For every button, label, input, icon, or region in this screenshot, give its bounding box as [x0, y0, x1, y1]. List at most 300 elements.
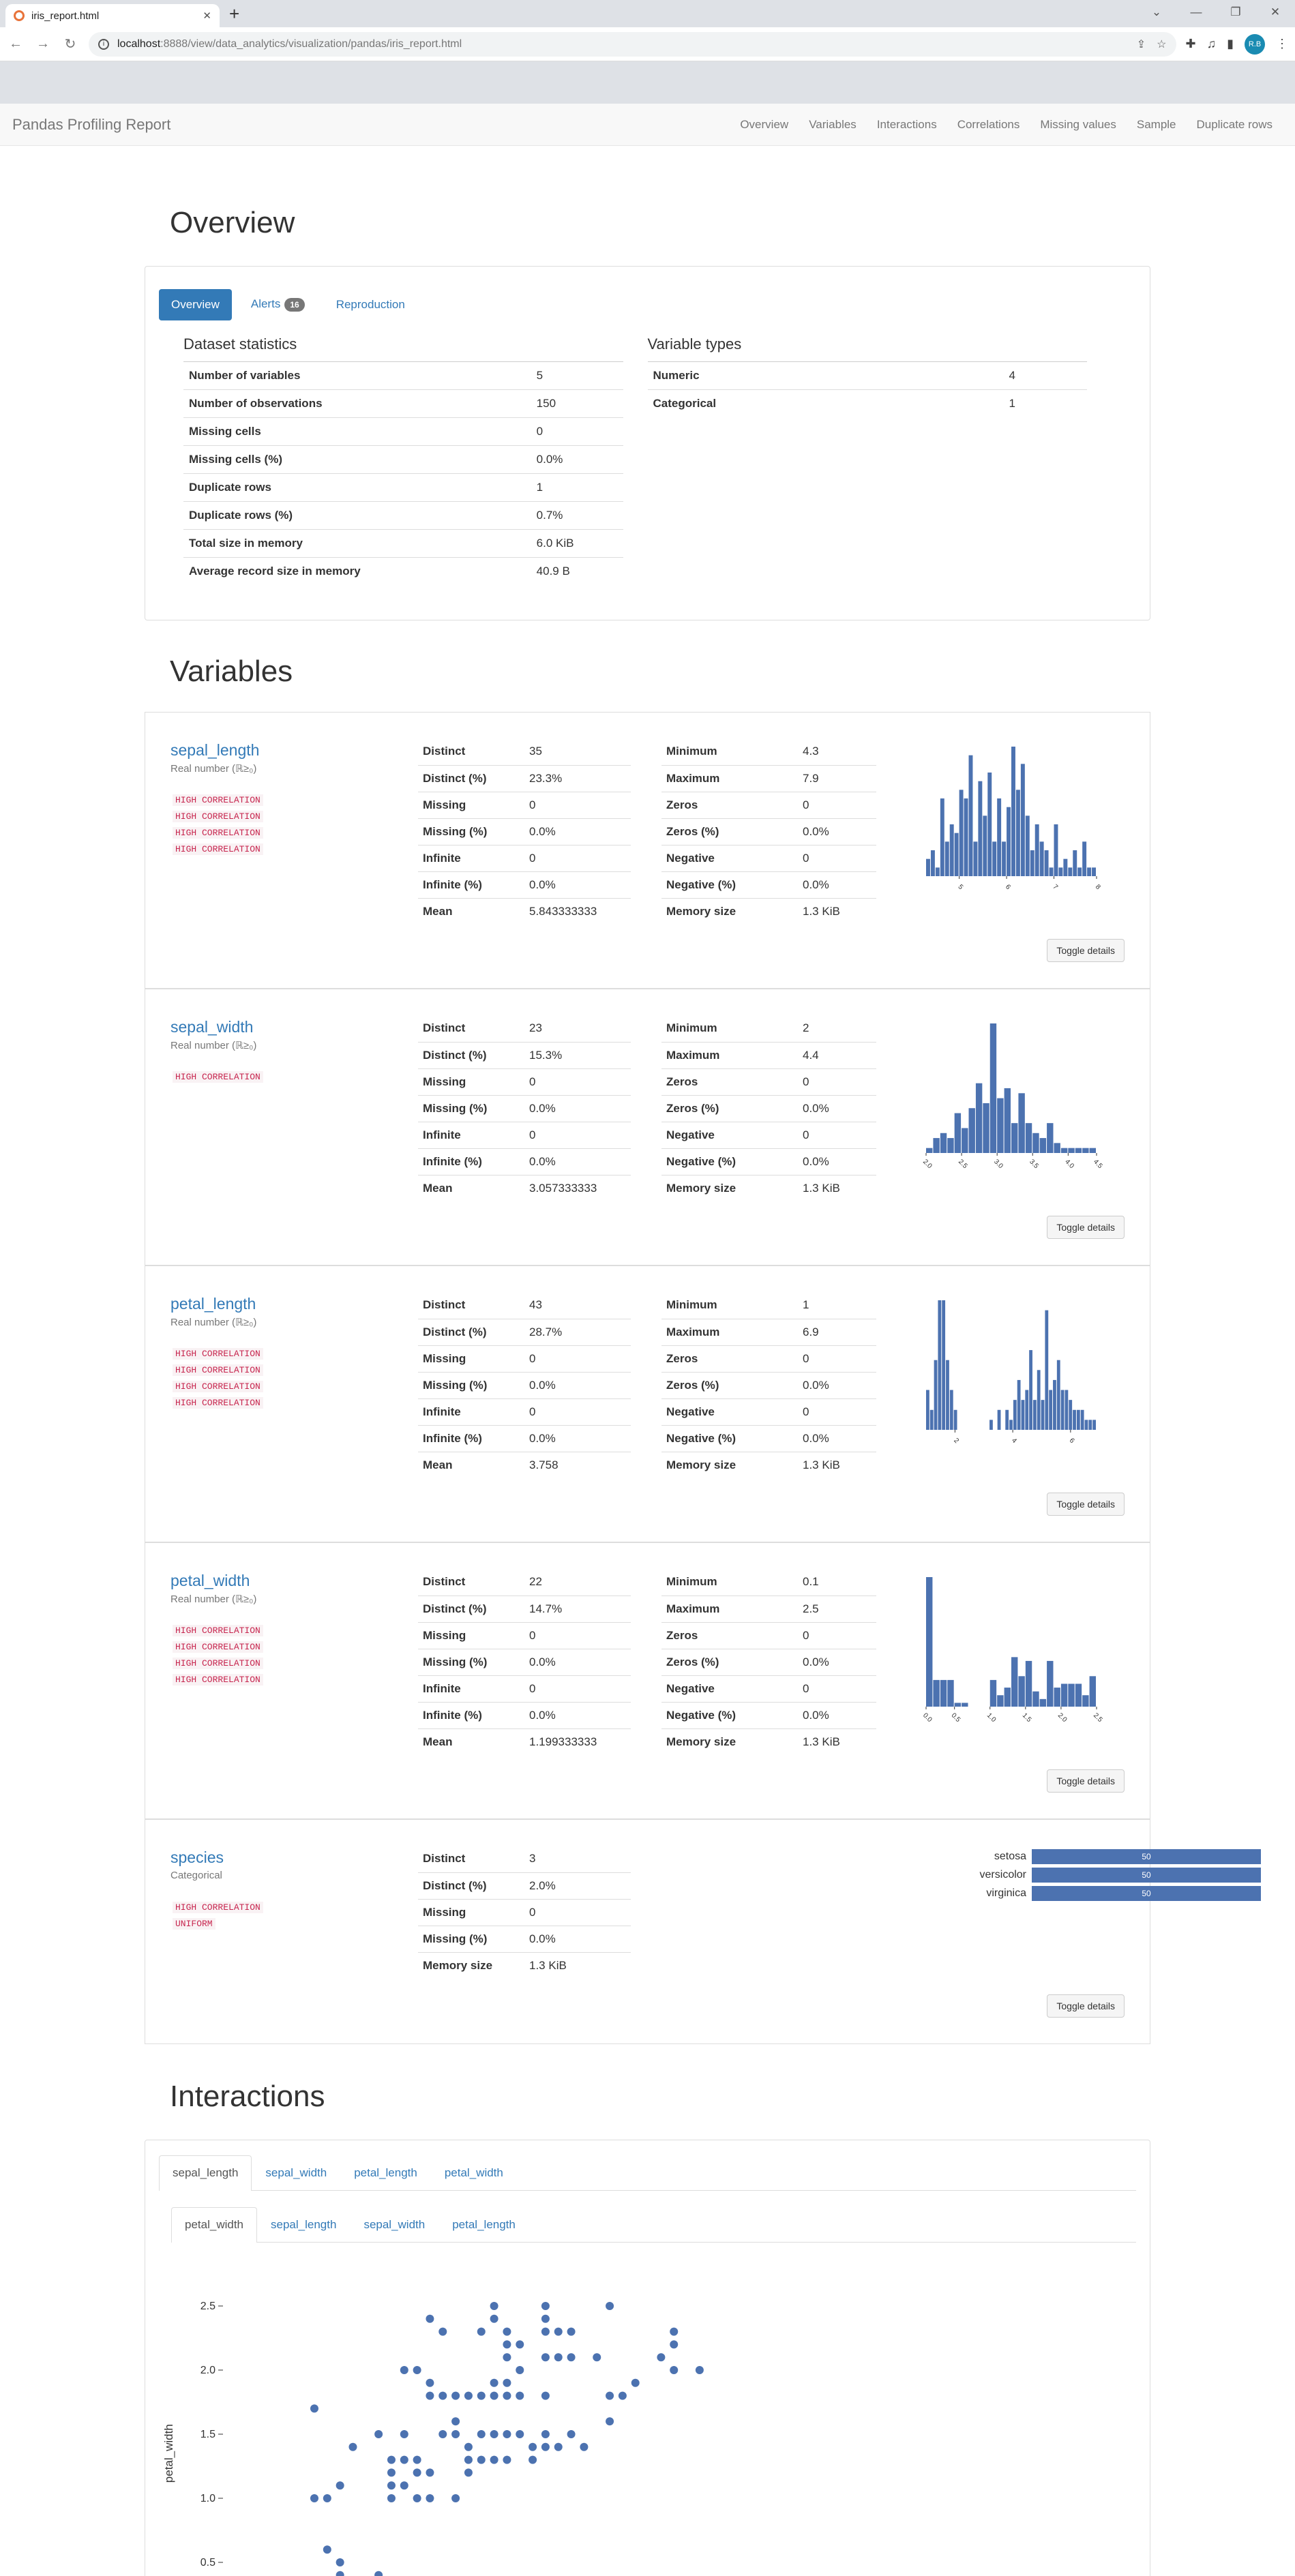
stat-value: 0.0%: [524, 1649, 631, 1675]
table-row: [418, 765, 631, 792]
nav-link-overview[interactable]: Overview: [740, 117, 789, 131]
table-row: [661, 1175, 876, 1201]
scatter-point: [516, 2366, 524, 2374]
variable-types-table: [648, 362, 1088, 417]
stat-label: Missing (%): [418, 1649, 524, 1675]
stat-value: 2.5: [798, 1596, 876, 1622]
window-controls: [1137, 0, 1295, 25]
scatter-point: [336, 2481, 344, 2489]
restore-icon[interactable]: ❐: [1230, 5, 1241, 18]
variable-header: [170, 1572, 256, 1605]
alert-badge[interactable]: HIGH CORRELATION: [173, 1364, 263, 1376]
tick-label: 2.5: [957, 1158, 969, 1171]
variable-name-link[interactable]: species: [170, 1848, 224, 1866]
stat-label: Distinct (%): [418, 1042, 524, 1068]
histogram-bar: [990, 1680, 996, 1707]
stat-value: 0.0%: [524, 1095, 631, 1122]
variable-alerts: [173, 794, 263, 860]
histogram-bar: [1049, 1390, 1052, 1430]
menu-icon[interactable]: ⋮: [1276, 37, 1288, 50]
stat-value: 0: [798, 845, 876, 871]
toggle-details-button[interactable]: Toggle details: [1047, 1994, 1125, 2018]
scatter-point: [387, 2494, 396, 2502]
stat-value: 0: [524, 1398, 631, 1425]
variable-type: Real number (ℝ≥₀): [170, 1593, 257, 1605]
stat-value: 0.0%: [531, 446, 623, 474]
browser-tab[interactable]: [5, 4, 220, 27]
histogram-bar: [1035, 824, 1039, 876]
histogram-bar: [1087, 867, 1091, 876]
close-tab-icon[interactable]: ✕: [203, 10, 211, 22]
histogram-bar: [1068, 1148, 1074, 1153]
stat-value: 1: [531, 474, 623, 502]
scatter-point: [451, 2430, 460, 2438]
variable-card-petal_length: [145, 1265, 1150, 1542]
table-row: [418, 1068, 631, 1095]
stat-label: Distinct (%): [418, 1872, 524, 1899]
scatter-point: [413, 2468, 421, 2476]
stat-label: Infinite: [418, 1675, 524, 1702]
toggle-details-button[interactable]: Toggle details: [1047, 1493, 1125, 1516]
stat-value: 0: [524, 792, 631, 818]
variable-range-table: [661, 1569, 876, 1755]
minimize-icon[interactable]: —: [1190, 5, 1202, 18]
sidebar-icon[interactable]: ▮: [1227, 37, 1234, 50]
table-row: [418, 1846, 631, 1872]
histogram-bar: [942, 1300, 945, 1430]
tick-label: 5: [956, 883, 965, 892]
stat-label: Distinct (%): [418, 1596, 524, 1622]
stat-value: 0: [798, 1345, 876, 1372]
stat-label: Duplicate rows (%): [183, 502, 531, 530]
interactions-panel: [145, 2140, 1150, 2576]
histogram-bar: [1061, 1390, 1065, 1430]
histogram-bar: [1040, 841, 1044, 876]
scatter-point: [387, 2456, 396, 2464]
stat-value: 0.0%: [524, 818, 631, 845]
stat-value: 23: [524, 1015, 631, 1042]
share-icon[interactable]: ⇪: [1136, 38, 1146, 50]
stat-value: 0: [798, 1122, 876, 1148]
tick-label: 1.5: [1020, 1711, 1033, 1724]
tab-y-petal_width[interactable]: petal_width: [171, 2207, 257, 2243]
toggle-details-button[interactable]: Toggle details: [1047, 939, 1125, 962]
forward-icon[interactable]: →: [36, 36, 50, 51]
histogram-bar: [1026, 1123, 1032, 1153]
tab-reproduction[interactable]: Reproduction: [336, 297, 405, 311]
table-row: [418, 1702, 631, 1728]
scatter-point: [348, 2443, 357, 2451]
table-row: [418, 1569, 631, 1596]
histogram-bar: [1090, 1676, 1096, 1707]
alert-badge[interactable]: HIGH CORRELATION: [173, 1641, 263, 1653]
alert-badge[interactable]: HIGH CORRELATION: [173, 811, 263, 822]
y-tick-label: 1.5: [200, 2429, 215, 2440]
scatter-point: [631, 2379, 640, 2387]
table-row: [661, 1622, 876, 1649]
histogram-bar: [1073, 1410, 1076, 1430]
histogram-bar: [1090, 1148, 1096, 1153]
new-tab-icon[interactable]: +: [229, 3, 240, 24]
table-row: [418, 1872, 631, 1899]
tick-label: 0.0: [921, 1711, 934, 1724]
stat-value: 0.0%: [524, 871, 631, 898]
category-label: versicolor: [979, 1868, 1026, 1881]
stat-label: Zeros: [661, 1068, 798, 1095]
alert-badge[interactable]: HIGH CORRELATION: [173, 794, 263, 806]
table-row: [418, 1899, 631, 1926]
scatter-point: [451, 2392, 460, 2400]
stat-value: 23.3%: [524, 765, 631, 792]
extension-icon[interactable]: ✚: [1185, 37, 1196, 50]
histogram-bar: [1041, 1400, 1045, 1430]
histogram-bar: [950, 824, 954, 876]
stat-label: Minimum: [661, 738, 798, 765]
table-row: [661, 1425, 876, 1452]
overview-heading: Overview: [170, 206, 295, 239]
table-row: [183, 362, 623, 390]
variable-card-petal_width: [145, 1542, 1150, 1819]
scatter-point: [490, 2315, 498, 2323]
stat-value: 0: [531, 418, 623, 446]
histogram-bar: [1029, 1350, 1032, 1430]
table-row: [661, 898, 876, 925]
table-row: [183, 446, 623, 474]
stat-label: Missing: [418, 792, 524, 818]
stat-value: 5.843333333: [529, 904, 597, 918]
tab-x-petal_width[interactable]: petal_width: [444, 2166, 503, 2179]
stat-label: Categorical: [653, 397, 717, 410]
stat-label: Distinct: [418, 1292, 524, 1319]
overview-panel: [145, 266, 1150, 620]
variable-range-table: [661, 1015, 876, 1201]
stat-value: 0.0%: [798, 1148, 876, 1175]
stat-label: Zeros (%): [661, 818, 798, 845]
alert-badge[interactable]: UNIFORM: [173, 1918, 215, 1930]
table-row: [418, 1095, 631, 1122]
stat-value: 14.7%: [524, 1596, 631, 1622]
close-window-icon[interactable]: ✕: [1270, 5, 1281, 18]
variable-stats-table: [418, 738, 631, 925]
scatter-point: [336, 2558, 344, 2566]
stat-label: Distinct: [418, 1569, 524, 1596]
stat-value: 0.0%: [524, 1425, 631, 1452]
stat-label: Zeros (%): [661, 1649, 798, 1675]
table-row: [661, 818, 876, 845]
variable-type: Real number (ℝ≥₀): [170, 763, 257, 775]
scatter-point: [503, 2328, 511, 2336]
variable-header: [170, 1018, 256, 1051]
url-path: :8888/view/data_analytics/visualization/pandas/iris_report.html: [160, 38, 462, 50]
category-row: [820, 1847, 1261, 1866]
histogram-bar: [1069, 1400, 1072, 1430]
histogram-bar: [1011, 747, 1015, 876]
scatter-point: [619, 2392, 627, 2400]
stat-label: Mean: [423, 904, 453, 918]
browser-tab-title: iris_report.html: [31, 10, 100, 22]
histogram-bar: [990, 1023, 996, 1153]
stat-label: Infinite: [418, 845, 524, 871]
histogram-bar: [976, 1083, 982, 1153]
nav-link-missing-values[interactable]: Missing values: [1040, 117, 1116, 131]
histogram-bar: [947, 1680, 953, 1707]
histogram-bar: [1092, 867, 1096, 876]
stat-label: Minimum: [661, 1569, 798, 1596]
tab-x-petal_length[interactable]: petal_length: [354, 2166, 417, 2179]
scatter-point: [516, 2392, 524, 2400]
histogram-bar: [1047, 1123, 1053, 1153]
histogram-bar: [1045, 1311, 1048, 1430]
stat-label: Maximum: [661, 1042, 798, 1068]
table-row: [661, 1372, 876, 1398]
histogram-bar: [1073, 850, 1077, 876]
category-bar: 50: [1032, 1868, 1261, 1883]
tick-label: 6: [1003, 883, 1012, 892]
histogram-bar: [1016, 790, 1020, 876]
scatter-point: [426, 2315, 434, 2323]
scatter-point: [670, 2366, 678, 2374]
tick-label: 2: [952, 1437, 960, 1446]
histogram-bar: [1018, 1676, 1024, 1707]
histogram-bar: [997, 798, 1001, 876]
stat-label: Numeric: [648, 362, 1004, 390]
stat-label: Missing (%): [418, 818, 524, 845]
histogram-bar: [955, 1113, 961, 1153]
tab-y-petal_length[interactable]: petal_length: [452, 2218, 516, 2231]
interaction-scatter-plot: [159, 2256, 1114, 2576]
tab-y-sepal_length[interactable]: sepal_length: [271, 2218, 337, 2231]
scatter-point: [413, 2366, 421, 2374]
stat-value: 4.4: [798, 1042, 876, 1068]
histogram-bar: [926, 1577, 932, 1707]
histogram-bar: [950, 1390, 953, 1430]
alert-badge[interactable]: HIGH CORRELATION: [173, 1397, 263, 1409]
scatter-point: [310, 2404, 318, 2412]
stat-value: 0: [524, 1068, 631, 1095]
table-row: [661, 1728, 876, 1755]
stat-value: 0.0%: [798, 1702, 876, 1728]
stat-label: Negative: [661, 1122, 798, 1148]
table-row: [418, 845, 631, 871]
nav-link-sample[interactable]: Sample: [1136, 117, 1176, 131]
alert-badge[interactable]: HIGH CORRELATION: [173, 1348, 263, 1360]
stat-value: 0: [798, 1622, 876, 1649]
table-row: [661, 1649, 876, 1675]
interactions-x-tabs: [159, 2155, 1136, 2191]
tick-label: 2.5: [1091, 1711, 1104, 1724]
stat-label: Memory size: [423, 1958, 493, 1972]
scatter-point: [580, 2443, 588, 2451]
alert-badge[interactable]: HIGH CORRELATION: [173, 827, 263, 839]
tick-label: 3.0: [992, 1158, 1004, 1171]
scatter-point: [541, 2315, 550, 2323]
variable-name-link[interactable]: petal_length: [170, 1295, 256, 1313]
histogram-bar: [926, 859, 930, 876]
histogram-bar: [983, 815, 987, 876]
avatar[interactable]: R.B: [1245, 34, 1265, 55]
tab-x-sepal_width[interactable]: sepal_width: [265, 2166, 327, 2179]
stat-label: Missing (%): [418, 1926, 524, 1952]
histogram-bar: [1068, 867, 1072, 876]
stat-label: Missing (%): [418, 1372, 524, 1398]
scatter-point: [400, 2366, 408, 2374]
histogram-bar: [997, 1098, 1003, 1153]
variables-list: [145, 712, 1150, 2044]
scatter-point: [606, 2417, 614, 2425]
histogram-bar: [945, 841, 949, 876]
histogram-bar: [1037, 1370, 1041, 1430]
stat-value: 0: [524, 1899, 631, 1926]
histogram-bar: [955, 1703, 961, 1707]
stat-label: Missing: [418, 1068, 524, 1095]
variable-type: Real number (ℝ≥₀): [170, 1317, 257, 1328]
histogram-bar: [1061, 1148, 1067, 1153]
tick-label: 4: [1010, 1437, 1018, 1446]
category-bar: 50: [1032, 1849, 1261, 1864]
variable-card-species: [145, 1819, 1150, 2044]
brand[interactable]: Pandas Profiling Report: [12, 115, 171, 133]
star-icon[interactable]: ☆: [1157, 38, 1167, 50]
alert-badge[interactable]: HIGH CORRELATION: [173, 1674, 263, 1686]
stat-label: Missing: [418, 1345, 524, 1372]
stat-value: 0.0%: [798, 871, 876, 898]
stat-value: 0: [524, 1122, 631, 1148]
scatter-point: [490, 2392, 498, 2400]
stat-value: 15.3%: [524, 1042, 631, 1068]
alert-badge[interactable]: HIGH CORRELATION: [173, 1625, 263, 1636]
stat-label: Total size in memory: [183, 530, 531, 558]
chevron-down-icon[interactable]: ⌄: [1151, 5, 1162, 18]
alert-badge[interactable]: HIGH CORRELATION: [173, 1071, 263, 1083]
stat-value: 2: [798, 1015, 876, 1042]
histogram-bar: [978, 781, 982, 876]
stat-value: 0.0%: [524, 1148, 631, 1175]
tab-alerts[interactable]: [239, 288, 317, 320]
histogram-bar: [1054, 824, 1058, 876]
address-bar[interactable]: [89, 32, 1176, 57]
variable-card-sepal_width: [145, 989, 1150, 1265]
url-host: localhost: [117, 38, 161, 50]
media-icon[interactable]: ♫: [1206, 37, 1217, 50]
histogram-bar: [926, 1390, 929, 1430]
scatter-point: [426, 2379, 434, 2387]
variable-name-link[interactable]: sepal_length: [170, 741, 260, 759]
reload-icon[interactable]: ↻: [64, 37, 76, 52]
table-row: [418, 1425, 631, 1452]
stat-value: 0.0%: [524, 1926, 631, 1952]
histogram-bar: [964, 798, 968, 876]
histogram-bar: [1025, 1390, 1028, 1430]
tab-overview[interactable]: Overview: [159, 289, 232, 320]
overview-tabs: [145, 267, 1150, 320]
stat-value: 1: [798, 1292, 876, 1319]
scatter-point: [426, 2468, 434, 2476]
variable-stats-table: [418, 1846, 631, 1979]
histogram-bar: [1075, 1148, 1082, 1153]
alert-badge[interactable]: HIGH CORRELATION: [173, 1658, 263, 1669]
scatter-point: [323, 2494, 331, 2502]
histogram-bar: [1058, 867, 1062, 876]
table-row: [418, 1175, 631, 1201]
back-icon[interactable]: ←: [9, 36, 23, 51]
variable-name-link[interactable]: petal_width: [170, 1572, 250, 1589]
scatter-point: [529, 2456, 537, 2464]
scatter-point: [503, 2340, 511, 2348]
scatter-point: [593, 2353, 601, 2361]
browser-toolbar: [0, 27, 1295, 61]
variable-types-title: Variable types: [648, 335, 1088, 362]
table-row: [418, 1728, 631, 1755]
table-row: [418, 871, 631, 898]
histogram-bar: [946, 1360, 949, 1430]
histogram-bar: [954, 1410, 957, 1430]
stat-value: 0: [798, 1068, 876, 1095]
tick-label: 4.0: [1063, 1158, 1075, 1171]
tab-y-sepal_width[interactable]: sepal_width: [363, 2218, 426, 2231]
nav-link-correlations[interactable]: Correlations: [957, 117, 1020, 131]
y-tick-label: 2.0: [200, 2365, 215, 2376]
scatter-point: [541, 2328, 550, 2336]
histogram-bar: [1011, 1123, 1017, 1153]
histogram-bar: [1082, 841, 1086, 876]
histogram-bar: [1065, 1390, 1068, 1430]
table-row: [661, 1068, 876, 1095]
stat-value: 35: [524, 738, 631, 765]
alert-badge[interactable]: HIGH CORRELATION: [173, 1381, 263, 1392]
nav-link-interactions[interactable]: Interactions: [876, 117, 937, 131]
stat-value: 5: [531, 362, 623, 390]
alert-badge[interactable]: HIGH CORRELATION: [173, 1902, 263, 1913]
table-row: [661, 1042, 876, 1068]
stat-label: Average record size in memory: [189, 565, 361, 578]
histogram-bar: [1033, 1400, 1037, 1430]
scatter-point: [477, 2430, 486, 2438]
scatter-point: [516, 2430, 524, 2438]
site-info-icon[interactable]: i: [98, 39, 109, 50]
tab-x-sepal_length[interactable]: sepal_length: [159, 2155, 252, 2191]
scatter-point: [541, 2353, 550, 2361]
stat-label: Distinct: [418, 738, 524, 765]
stat-value: 40.9 B: [536, 565, 570, 578]
table-row: [183, 558, 623, 586]
scatter-point: [516, 2340, 524, 2348]
nav-link-variables[interactable]: Variables: [809, 117, 857, 131]
category-label: virginica: [986, 1887, 1026, 1899]
stat-value: 7.9: [798, 765, 876, 792]
variable-alerts: [173, 1902, 263, 1934]
table-row: [418, 1649, 631, 1675]
scatter-point: [503, 2392, 511, 2400]
tick-label: 2.0: [1056, 1711, 1069, 1724]
scatter-point: [670, 2340, 678, 2348]
alert-badge[interactable]: HIGH CORRELATION: [173, 843, 263, 855]
toggle-details-button[interactable]: Toggle details: [1047, 1769, 1125, 1793]
variable-name-link[interactable]: sepal_width: [170, 1018, 254, 1036]
stat-label: Missing cells (%): [183, 446, 531, 474]
stat-label: Negative: [661, 1398, 798, 1425]
toggle-details-button[interactable]: Toggle details: [1047, 1216, 1125, 1239]
scatter-point: [503, 2430, 511, 2438]
histogram-bar: [940, 798, 944, 876]
table-row: [661, 871, 876, 898]
variable-range-table: [661, 1292, 876, 1478]
nav-link-duplicate-rows[interactable]: Duplicate rows: [1196, 117, 1272, 131]
variable-header: [170, 1848, 224, 1881]
table-row: [418, 1596, 631, 1622]
stat-label: Zeros (%): [661, 1372, 798, 1398]
histogram-bar: [1082, 1148, 1088, 1153]
stat-label: Negative: [661, 845, 798, 871]
